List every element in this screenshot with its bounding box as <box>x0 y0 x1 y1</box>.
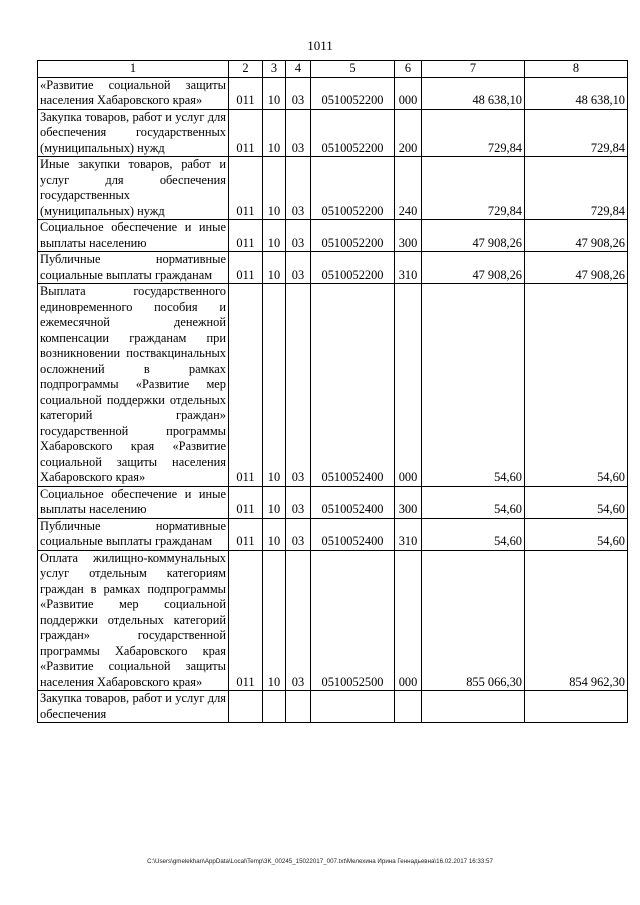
table-row <box>38 518 628 550</box>
row-target-article: 0510052200 <box>311 77 395 109</box>
row-ministry-code <box>229 691 263 723</box>
row-section <box>263 691 286 723</box>
header-col-7: 7 <box>422 61 525 78</box>
row-target-article: 0510052200 <box>311 252 395 284</box>
row-name: Публичные нормативные социальные выплаты гражданам <box>38 518 229 550</box>
row-name: Социальное обеспечение и иные выплаты населению <box>38 220 229 252</box>
row-subsection: 03 <box>286 486 311 518</box>
row-target-article: 0510052400 <box>311 284 395 487</box>
row-ministry-code: 011 <box>229 550 263 691</box>
row-subsection: 03 <box>286 157 311 220</box>
row-amount-2018: 854 962,30 <box>525 550 628 691</box>
header-col-4: 4 <box>286 61 311 78</box>
row-amount-2017: 48 638,10 <box>422 77 525 109</box>
row-target-article: 0510052200 <box>311 220 395 252</box>
row-subsection: 03 <box>286 252 311 284</box>
header-col-2: 2 <box>229 61 263 78</box>
table-row <box>38 691 628 723</box>
row-target-article: 0510052500 <box>311 550 395 691</box>
header-col-3: 3 <box>263 61 286 78</box>
header-col-8: 8 <box>525 61 628 78</box>
row-subsection: 03 <box>286 550 311 691</box>
row-amount-2018: 729,84 <box>525 109 628 157</box>
row-amount-2018: 729,84 <box>525 157 628 220</box>
header-col-5: 5 <box>311 61 395 78</box>
row-amount-2018 <box>525 691 628 723</box>
row-target-article: 0510052400 <box>311 486 395 518</box>
row-amount-2017: 54,60 <box>422 284 525 487</box>
row-amount-2018: 47 908,26 <box>525 220 628 252</box>
row-section: 10 <box>263 284 286 487</box>
row-amount-2018: 54,60 <box>525 486 628 518</box>
row-amount-2017: 47 908,26 <box>422 252 525 284</box>
row-target-article: 0510052200 <box>311 109 395 157</box>
row-amount-2017: 855 066,30 <box>422 550 525 691</box>
row-section: 10 <box>263 486 286 518</box>
row-ministry-code: 011 <box>229 284 263 487</box>
table-row <box>38 109 628 157</box>
row-ministry-code: 011 <box>229 77 263 109</box>
row-section: 10 <box>263 550 286 691</box>
row-ministry-code: 011 <box>229 518 263 550</box>
page-number: 1011 <box>307 38 333 53</box>
row-expense-type: 000 <box>395 284 422 487</box>
row-amount-2017: 47 908,26 <box>422 220 525 252</box>
budget-table <box>37 60 628 723</box>
row-ministry-code: 011 <box>229 157 263 220</box>
row-amount-2018: 47 908,26 <box>525 252 628 284</box>
table-row <box>38 220 628 252</box>
row-name: «Развитие социальной защиты населения Хабаровского края» <box>38 77 229 109</box>
table-row <box>38 486 628 518</box>
file-path-footer: C:\Users\gmelekhan\AppData\Local\Temp\3K_00245_15022017_007.txt\Мелехина Ирина Геннадьевна\16.02.2017 16:33:57 <box>147 858 493 865</box>
row-name: Закупка товаров, работ и услуг для обеспечения государственных (муниципальных) нужд <box>38 109 229 157</box>
row-section: 10 <box>263 220 286 252</box>
row-expense-type: 300 <box>395 220 422 252</box>
row-target-article: 0510052400 <box>311 518 395 550</box>
row-amount-2017: 729,84 <box>422 157 525 220</box>
row-amount-2018: 54,60 <box>525 284 628 487</box>
row-section: 10 <box>263 157 286 220</box>
row-expense-type: 000 <box>395 550 422 691</box>
row-section: 10 <box>263 252 286 284</box>
row-expense-type: 310 <box>395 518 422 550</box>
row-ministry-code: 011 <box>229 109 263 157</box>
row-subsection <box>286 691 311 723</box>
row-section: 10 <box>263 518 286 550</box>
row-subsection: 03 <box>286 284 311 487</box>
row-name: Публичные нормативные социальные выплаты гражданам <box>38 252 229 284</box>
table-row <box>38 284 628 487</box>
header-row <box>38 61 628 78</box>
table-row <box>38 252 628 284</box>
row-name: Оплата жилищно-коммунальных услуг отдельным категориям граждан в рамках подпрограммы «Развитие мер социальной поддержки отдельных категорий граждан» государственной программы Хабаровского края «Развитие социальной защиты населения Хабаровского края» <box>38 550 229 691</box>
row-amount-2017: 54,60 <box>422 518 525 550</box>
row-subsection: 03 <box>286 518 311 550</box>
table-row <box>38 550 628 691</box>
row-amount-2017: 54,60 <box>422 486 525 518</box>
table-row <box>38 157 628 220</box>
row-subsection: 03 <box>286 220 311 252</box>
row-subsection: 03 <box>286 109 311 157</box>
header-col-6: 6 <box>395 61 422 78</box>
row-expense-type: 200 <box>395 109 422 157</box>
row-target-article: 0510052200 <box>311 157 395 220</box>
row-expense-type: 300 <box>395 486 422 518</box>
row-subsection: 03 <box>286 77 311 109</box>
row-section: 10 <box>263 77 286 109</box>
row-section: 10 <box>263 109 286 157</box>
row-ministry-code: 011 <box>229 486 263 518</box>
row-ministry-code: 011 <box>229 252 263 284</box>
row-name: Иные закупки товаров, работ и услуг для обеспечения государственных (муниципальных) нужд <box>38 157 229 220</box>
row-amount-2017: 729,84 <box>422 109 525 157</box>
row-amount-2017 <box>422 691 525 723</box>
row-expense-type <box>395 691 422 723</box>
row-expense-type: 310 <box>395 252 422 284</box>
header-col-1: 1 <box>38 61 229 78</box>
row-amount-2018: 54,60 <box>525 518 628 550</box>
row-ministry-code: 011 <box>229 220 263 252</box>
row-name: Выплата государственного единовременного пособия и ежемесячной денежной компенсации гражданам при возникновении поствакцинальных осложнений в рамках подпрограммы «Развитие мер социальной поддержки отдельных категорий граждан» государственной программы Хабаровского края «Развитие социальной защиты населения Хабаровского края» <box>38 284 229 487</box>
row-name: Социальное обеспечение и иные выплаты населению <box>38 486 229 518</box>
row-expense-type: 240 <box>395 157 422 220</box>
row-target-article <box>311 691 395 723</box>
row-amount-2018: 48 638,10 <box>525 77 628 109</box>
table-row <box>38 77 628 109</box>
row-name: Закупка товаров, работ и услуг для обеспечения <box>38 691 229 723</box>
row-expense-type: 000 <box>395 77 422 109</box>
